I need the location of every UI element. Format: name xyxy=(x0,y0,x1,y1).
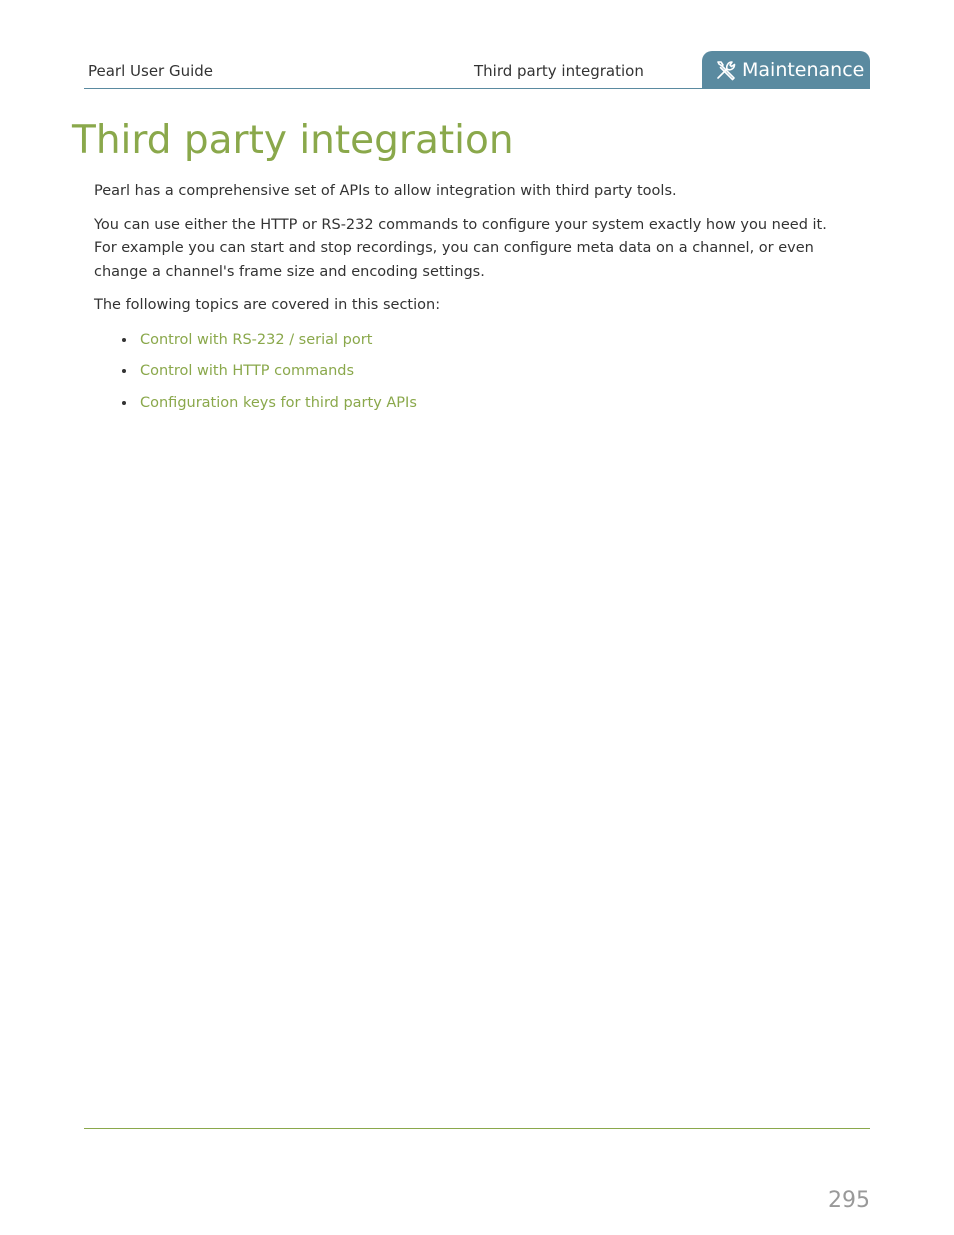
topic-link-http[interactable]: Control with HTTP commands xyxy=(140,363,355,379)
intro-paragraph: Pearl has a comprehensive set of APIs to allow integration with third party tools. xyxy=(94,183,677,199)
section-title: Third party integration xyxy=(474,62,644,80)
list-item xyxy=(122,391,844,423)
description-paragraph: You can use either the HTTP or RS-232 commands to configure your system exactly how you need it. For example you can start and stop recordings, you can configure meta data on a channel, or even change a channel's frame size and encoding settings. xyxy=(94,216,827,280)
bullet-icon xyxy=(122,401,126,405)
tools-icon xyxy=(714,58,738,82)
page-title: Third party integration xyxy=(72,118,514,163)
maintenance-tab-label: Maintenance xyxy=(742,58,865,81)
list-item xyxy=(122,359,844,391)
page-header xyxy=(84,50,870,89)
maintenance-tab[interactable] xyxy=(702,51,870,88)
topics-list xyxy=(94,328,844,423)
topics-intro-paragraph: The following topics are covered in this section: xyxy=(94,297,441,313)
topic-link-config-keys[interactable]: Configuration keys for third party APIs xyxy=(140,394,417,411)
guide-title: Pearl User Guide xyxy=(88,62,214,80)
bullet-icon xyxy=(122,338,126,342)
topic-link-rs232[interactable]: Control with RS-232 / serial port xyxy=(140,331,373,348)
footer-divider xyxy=(84,1128,870,1129)
list-item xyxy=(122,328,844,360)
page-body xyxy=(94,180,844,422)
page-number: 295 xyxy=(828,1188,870,1213)
bullet-icon xyxy=(122,369,126,373)
